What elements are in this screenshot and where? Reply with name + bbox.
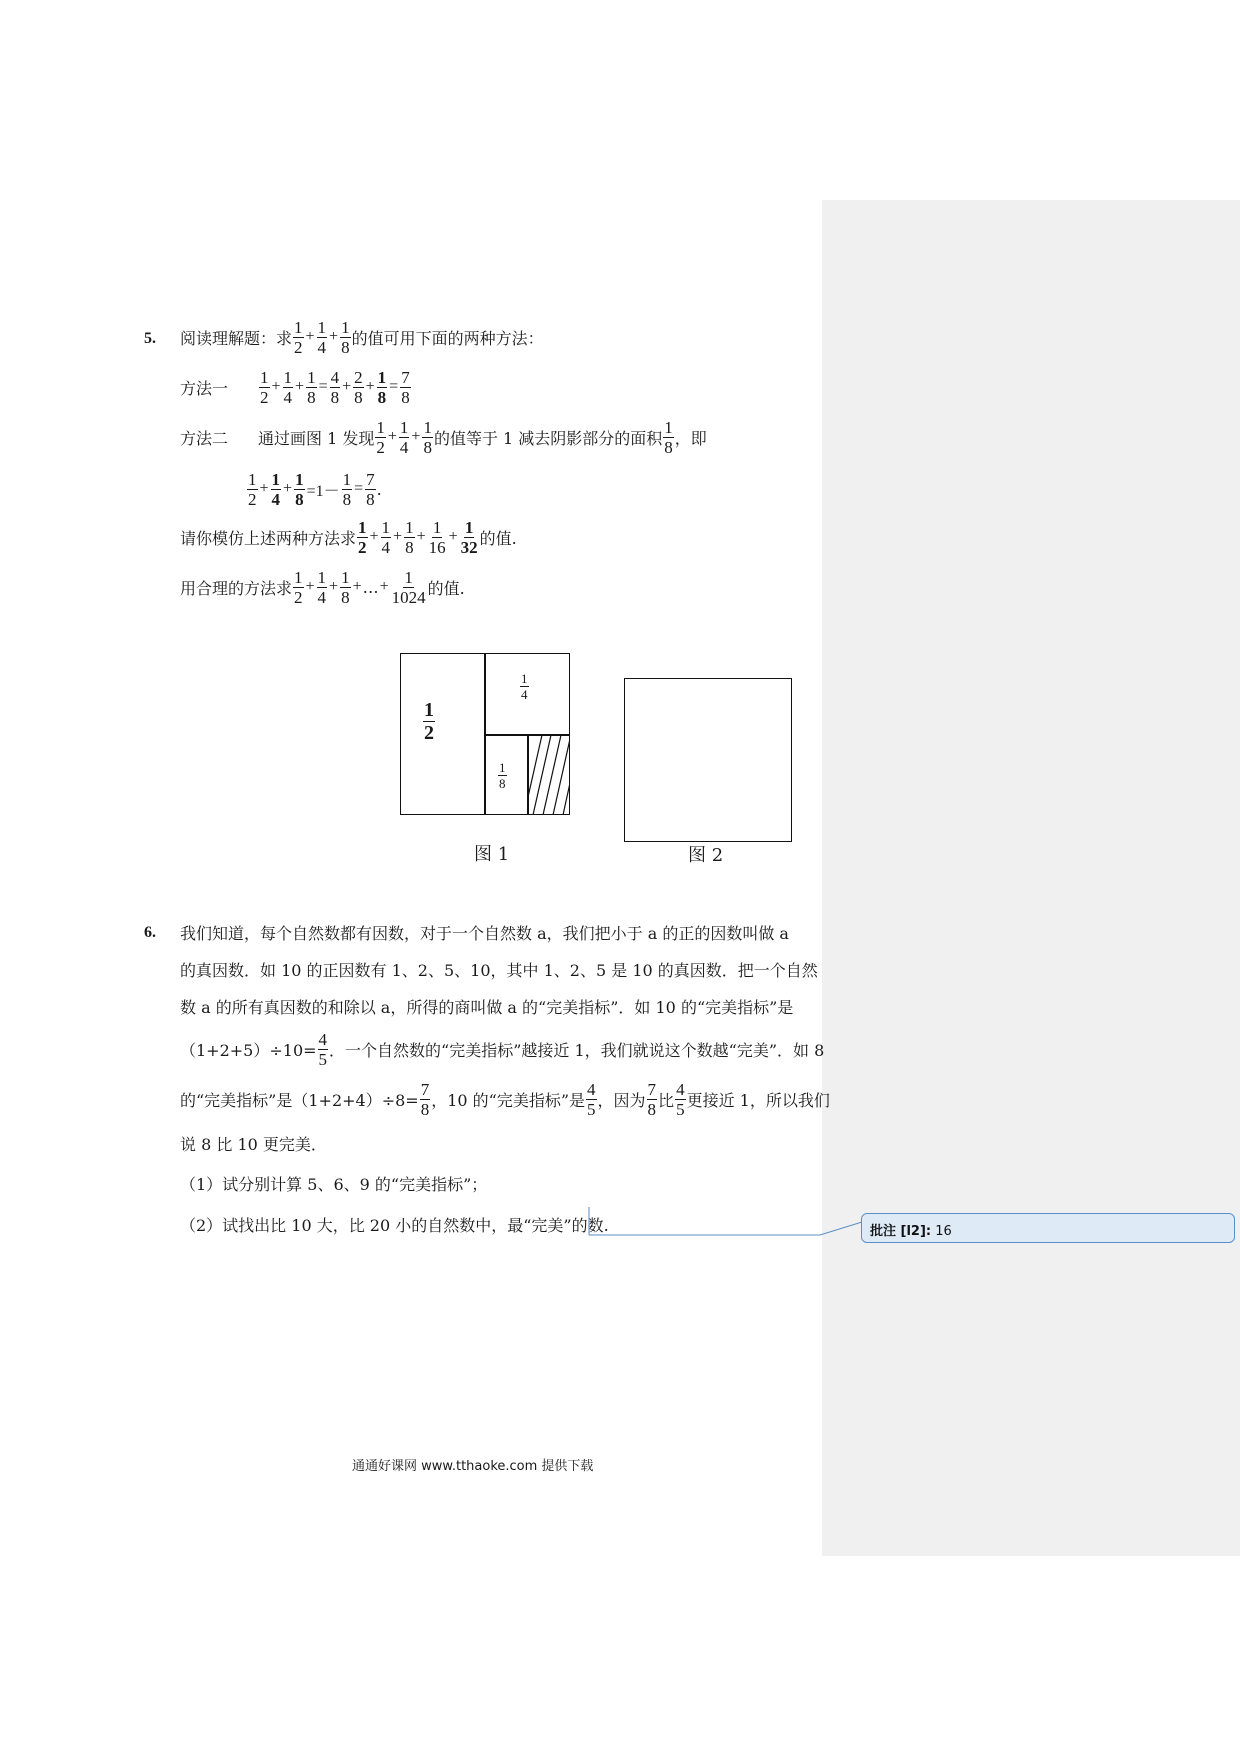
fraction: $\frac{1}{8}$ <box>664 417 673 457</box>
fraction-1-8: $\frac{1}{8}$ <box>341 317 350 357</box>
fraction: $\frac{1}{2}$ <box>294 567 303 607</box>
fraction: $\frac{1}{8}$ <box>423 417 432 457</box>
comment-connector <box>580 1205 870 1245</box>
fraction: $\frac{1}{4}$ <box>399 417 409 457</box>
comment-text: 16 <box>935 1224 952 1239</box>
fraction: $\frac{1}{8}$ <box>377 367 387 407</box>
method2-text1: 通过画图 1 发现 <box>258 428 375 448</box>
fraction: $\frac{2}{8}$ <box>354 367 363 407</box>
fraction-1-2: $\frac{1}{2}$ <box>294 317 303 357</box>
fraction: $\frac{1}{4}$ <box>317 567 327 607</box>
fraction: $\frac{4}{8}$ <box>330 367 340 407</box>
fraction: $\frac{1}{2}$ <box>248 469 257 509</box>
period: . <box>376 479 382 499</box>
q6-line5-d: 比 <box>658 1090 675 1110</box>
fraction: $\frac{1}{8}$ <box>295 469 304 509</box>
q5-intro: 阅读理解题：求 $\frac{1}{2}$ + $\frac{1}{4}$ + $\frac{1}{8}$ 的值可用下面的两种方法： <box>180 317 544 357</box>
q6-line5-c: ，因为 <box>597 1090 646 1110</box>
label-one-quarter: $\frac{1}{4}$ <box>521 671 528 702</box>
footer-text: 通通好课网 www.tthaoke.com 提供下载 <box>352 1459 594 1474</box>
fraction: $\frac{7}{8}$ <box>366 469 375 509</box>
fraction: $\frac{1}{4}$ <box>283 367 293 407</box>
fraction: $\frac{7}{8}$ <box>647 1079 657 1119</box>
task2-suffix: 的值. <box>427 578 465 598</box>
figure-2-caption: 图 2 <box>688 845 724 866</box>
fraction: $\frac{1}{8}$ <box>405 517 414 557</box>
task1-prefix: 请你模仿上述两种方法求 <box>180 528 357 548</box>
fraction: $\frac{1}{16}$ <box>428 517 446 557</box>
question-6-number: 6. <box>144 924 156 941</box>
q5-method1: 方法一 $\frac{1}{2}$ + $\frac{1}{4}$ + $\frac{1}{8}$ = $\frac{4}{8}$ + $\frac{2}{8}$ + $\frac{1}{8}$ = $\frac{7}{8}$ <box>180 367 410 407</box>
q5-intro-suffix: 的值可用下面的两种方法： <box>351 328 544 348</box>
q6-line6: 说 8 比 10 更完美． <box>180 1134 327 1154</box>
q6-line5-a: 的“完美指标”是（1+2+4）÷8= <box>180 1090 419 1110</box>
fraction-1-4: $\frac{1}{4}$ <box>317 317 327 357</box>
question-5-number: 5. <box>144 330 156 347</box>
q5-intro-prefix: 阅读理解题：求 <box>180 328 293 348</box>
fraction: $\frac{1}{4}$ <box>381 517 391 557</box>
fraction: $\frac{1}{8}$ <box>341 567 350 607</box>
q5-method2: 方法二 通过画图 1 发现 $\frac{1}{2}$ + $\frac{1}{4}$ + $\frac{1}{8}$ 的值等于 1 减去阴影部分的面积 $\frac{1}{8}$ ，即 <box>180 417 707 457</box>
fraction: $\frac{7}{8}$ <box>420 1079 430 1119</box>
method1-label: 方法一 <box>180 378 229 398</box>
method2-text3: ，即 <box>674 428 707 448</box>
q6-sub1: （1）试分别计算 5、6、9 的“完美指标”； <box>180 1174 488 1194</box>
fraction: $\frac{1}{32}$ <box>460 517 478 557</box>
q6-line3: 数 a 的所有真因数的和除以 a，所得的商叫做 a 的“完美指标”．如 10 的“完美指标”是 <box>180 997 794 1017</box>
method2-text2: 的值等于 1 减去阴影部分的面积 <box>433 428 663 448</box>
fraction: $\frac{1}{8}$ <box>342 469 352 509</box>
task1-suffix: 的值. <box>479 528 517 548</box>
q6-line4 <box>180 1031 824 1067</box>
task2-prefix: 用合理的方法求 <box>180 578 293 598</box>
fraction: $\frac{1}{1024}$ <box>391 567 426 607</box>
fraction: $\frac{1}{2}$ <box>358 517 367 557</box>
fraction: $\frac{1}{4}$ <box>271 469 281 509</box>
comment-pane <box>822 200 1240 1556</box>
q6-line2: 的真因数．如 10 的正因数有 1、2、5、10，其中 1、2、5 是 10 的真因数．把一个自然 <box>180 960 818 980</box>
q6-line5 <box>180 1081 830 1117</box>
q6-line4-suffix: ．一个自然数的“完美指标”越接近 1，我们就说这个数越“完美”．如 8 <box>329 1040 825 1060</box>
fraction: $\frac{4}{5}$ <box>676 1079 685 1119</box>
fraction: $\frac{1}{8}$ <box>307 367 316 407</box>
task2-dots: … <box>362 577 379 597</box>
label-one-eighth: $\frac{1}{8}$ <box>499 760 506 791</box>
q6-line5-e: 更接近 1，所以我们 <box>686 1090 830 1110</box>
q5-task2: 用合理的方法求 $\frac{1}{2}$ + $\frac{1}{4}$ + $\frac{1}{8}$ + … + $\frac{1}{1024}$ 的值. <box>180 567 465 607</box>
q6-sub2: （2）试找出比 10 大，比 20 小的自然数中，最“完美”的数. <box>180 1215 609 1235</box>
fraction: $\frac{4}{5}$ <box>587 1079 596 1119</box>
fraction: $\frac{1}{2}$ <box>376 417 385 457</box>
fraction: $\frac{1}{2}$ <box>260 367 269 407</box>
label-one-half: $\frac{1}{2}$ <box>424 699 434 744</box>
q6-line1: 我们知道，每个自然数都有因数，对于一个自然数 a，我们把小于 a 的正的因数叫做 a <box>180 923 789 943</box>
q6-line4-prefix: （1+2+5）÷10= <box>180 1040 317 1060</box>
method2-label: 方法二 <box>180 428 229 448</box>
hatched-area <box>528 735 570 815</box>
q6-line5-b: ，10 的“完美指标”是 <box>431 1090 586 1110</box>
minus-one: =1－ <box>306 482 340 500</box>
figure-1-caption: 图 1 <box>474 844 510 865</box>
q5-method2-equation: $\frac{1}{2}$ + $\frac{1}{4}$ + $\frac{1}{8}$ =1－ $\frac{1}{8}$ = $\frac{7}{8}$ . <box>248 469 382 509</box>
fraction: $\frac{4}{5}$ <box>318 1029 328 1069</box>
comment-balloon[interactable] <box>861 1213 1235 1243</box>
q5-task1: 请你模仿上述两种方法求 $\frac{1}{2}$ + $\frac{1}{4}$ + $\frac{1}{8}$ + $\frac{1}{16}$ + $\frac{1}{32}$ 的值. <box>180 517 517 557</box>
comment-label: 批注 [l2]: <box>870 1224 932 1239</box>
fraction: $\frac{7}{8}$ <box>401 367 410 407</box>
figure-2-square <box>624 678 792 842</box>
